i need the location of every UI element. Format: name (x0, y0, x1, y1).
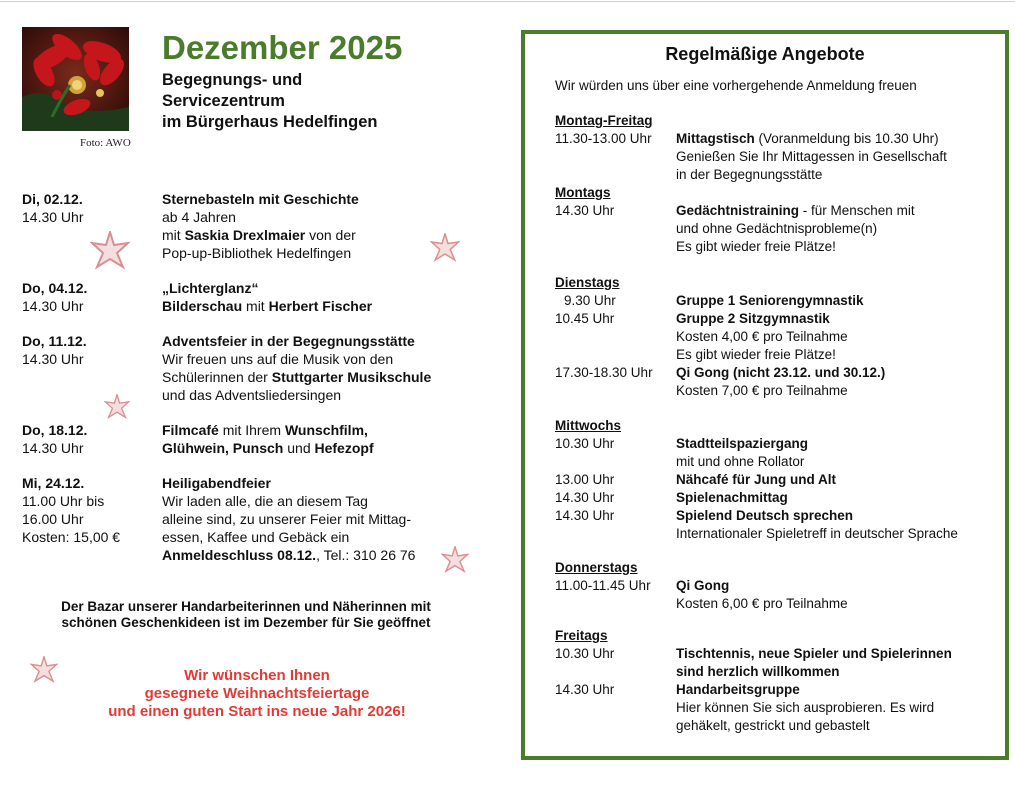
offer-time: 14.30 Uhr (555, 508, 615, 523)
offer-line: Mittagstisch (Voranmeldung bis 10.30 Uhr) (676, 131, 939, 146)
offer-line: Genießen Sie Ihr Mittagessen in Gesellschaft (676, 149, 947, 164)
event-time: 14.30 Uhr (22, 440, 84, 456)
offer-line: Es gibt wieder freie Plätze! (676, 347, 836, 362)
event-line: Schülerinnen der Stuttgarter Musikschule (162, 369, 432, 385)
offer-line: Gruppe 2 Sitzgymnastik (676, 311, 830, 326)
event-line: Filmcafé mit Ihrem Wunschfilm, (162, 422, 368, 438)
event-date: Do, 11.12. (22, 333, 87, 349)
offer-time: 11.00-11.45 Uhr (555, 578, 651, 593)
offer-row (555, 681, 1005, 735)
offer-row (555, 471, 1005, 489)
greeting-line: und einen guten Start ins neue Jahr 2026! (108, 703, 406, 720)
section-montag-freitag (555, 112, 1005, 184)
offer-row (555, 310, 1005, 364)
offer-time: 14.30 Uhr (555, 203, 615, 218)
event-line: Wir freuen uns auf die Musik von den (162, 351, 394, 367)
event-line: und das Adventsliedersingen (162, 387, 342, 403)
offer-row (555, 364, 1005, 400)
greeting-line: gesegnete Weihnachtsfeiertage (144, 685, 370, 702)
offer-line: Internationaler Spieletreff in deutscher Sprache (676, 526, 958, 541)
event-line: mit Saskia Drexlmaier von der (162, 227, 356, 243)
section-heading: Mittwochs (555, 418, 621, 433)
offers-subtitle: Wir würden uns über eine vorhergehende Anmeldung freuen (555, 78, 917, 93)
event-title: Heiligabendfeier (162, 475, 271, 491)
offer-time: 17.30-18.30 Uhr (555, 365, 653, 380)
offer-row (555, 130, 1005, 184)
offer-line: Kosten 4,00 € pro Teilnahme (676, 329, 848, 344)
offer-row (555, 489, 1005, 507)
top-divider (0, 1, 1015, 2)
offer-time: 13.00 Uhr (555, 472, 615, 487)
section-montags (555, 184, 1005, 256)
event-date: Di, 02.12. (22, 191, 83, 207)
star-icon (90, 231, 130, 271)
offer-row (555, 202, 1005, 256)
offer-line: in der Begegnungsstätte (676, 167, 823, 182)
offer-line: Qi Gong (676, 578, 730, 593)
event-title: „Lichterglanz“ (162, 280, 259, 296)
holiday-greeting (22, 667, 492, 721)
offer-time: 11.30-13.00 Uhr (555, 131, 652, 146)
offer-time: 10.30 Uhr (555, 436, 615, 451)
offer-line: gehäkelt, gestrickt und gebastelt (676, 718, 870, 733)
event-date: Mi, 24.12. (22, 475, 85, 491)
offer-line: Es gibt wieder freie Plätze! (676, 239, 836, 254)
subtitle-line: Begegnungs- und (162, 71, 303, 89)
offer-line: Kosten 6,00 € pro Teilnahme (676, 596, 848, 611)
event-line: Glühwein, Punsch und Hefezopf (162, 440, 374, 456)
subtitle-line: Servicezentrum (162, 92, 285, 110)
event-cost: Kosten: 15,00 € (22, 529, 121, 545)
event-date: Do, 04.12. (22, 280, 88, 296)
offer-time: 10.30 Uhr (555, 646, 615, 661)
star-icon (30, 656, 58, 684)
offer-row (555, 577, 1005, 613)
offer-time: 14.30 Uhr (555, 490, 615, 505)
section-mittwochs (555, 417, 1005, 543)
event-title: Sternebasteln mit Geschichte (162, 191, 359, 207)
offers-title: Regelmäßige Angebote (665, 44, 865, 64)
event-time: 16.00 Uhr (22, 511, 84, 527)
offer-row (555, 645, 1005, 681)
regular-offers-box (521, 30, 1009, 760)
page-subtitle (162, 70, 377, 133)
offer-line: Qi Gong (nicht 23.12. und 30.12.) (676, 365, 886, 380)
bazar-line: Der Bazar unserer Handarbeiterinnen und Näherinnen mit (61, 599, 431, 614)
offer-line: und ohne Gedächtnisprobleme(n) (676, 221, 878, 236)
offer-line: Tischtennis, neue Spieler und Spielerinnen (676, 646, 952, 661)
offer-line: mit und ohne Rollator (676, 454, 805, 469)
greeting-line: Wir wünschen Ihnen (184, 667, 330, 684)
event-time: 14.30 Uhr (22, 209, 84, 225)
event-line: alleine sind, zu unserer Feier mit Mittag- (162, 511, 411, 527)
event-line: Bilderschau mit Herbert Fischer (162, 298, 373, 314)
offer-time: 10.45 Uhr (555, 311, 615, 326)
offer-time: 14.30 Uhr (555, 682, 615, 697)
offer-line: Hier können Sie sich ausprobieren. Es wird (676, 700, 935, 715)
photo-credit: Foto: AWO (80, 137, 131, 149)
star-icon (430, 233, 460, 263)
event-line: ab 4 Jahren (162, 209, 236, 225)
offer-line: Gedächtnistraining - für Menschen mit (676, 203, 915, 218)
star-icon (441, 546, 469, 574)
event-line: Wir laden alle, die an diesem Tag (162, 493, 368, 509)
subtitle-line: im Bürgerhaus Hedelfingen (162, 113, 378, 131)
offer-line: sind herzlich willkommen (676, 664, 840, 679)
section-heading: Montags (555, 185, 611, 200)
offer-line: Spielend Deutsch sprechen (676, 508, 854, 523)
offer-row (555, 507, 1005, 543)
event-line: Pop-up-Bibliothek Hedelfingen (162, 245, 352, 261)
offer-line: Kosten 7,00 € pro Teilnahme (676, 383, 848, 398)
page-title: Dezember 2025 (162, 29, 403, 66)
star-icon (104, 394, 130, 420)
event-time: 14.30 Uhr (22, 298, 84, 314)
offer-line: Nähcafé für Jung und Alt (676, 472, 837, 487)
event-time: 11.00 Uhr bis (22, 493, 105, 509)
bazar-line: schönen Geschenkideen ist im Dezember für Sie geöffnet (61, 615, 431, 630)
section-donnerstags (555, 559, 1005, 613)
section-dienstags (555, 274, 1005, 400)
section-heading: Freitags (555, 628, 608, 643)
section-heading: Dienstags (555, 275, 620, 290)
offer-row (555, 435, 1005, 471)
event-time: 14.30 Uhr (22, 351, 84, 367)
event-date: Do, 18.12. (22, 422, 88, 438)
amaryllis-photo (22, 27, 129, 131)
event-line: Anmeldeschluss 08.12., Tel.: 310 26 76 (162, 547, 416, 563)
event-title: Adventsfeier in der Begegnungsstätte (162, 333, 415, 349)
offer-line: Stadtteilspaziergang (676, 436, 809, 451)
offer-line: Handarbeitsgruppe (676, 682, 800, 697)
offer-time: 9.30 Uhr (564, 293, 616, 308)
offer-line: Gruppe 1 Seniorengymnastik (676, 293, 864, 308)
section-heading: Montag-Freitag (555, 113, 653, 128)
section-freitags (555, 627, 1005, 735)
bazar-notice (22, 599, 470, 631)
offer-row (555, 292, 1005, 310)
section-heading: Donnerstags (555, 560, 638, 575)
event-line: essen, Kaffee und Gebäck ein (162, 529, 350, 545)
offer-line: Spielenachmittag (676, 490, 788, 505)
